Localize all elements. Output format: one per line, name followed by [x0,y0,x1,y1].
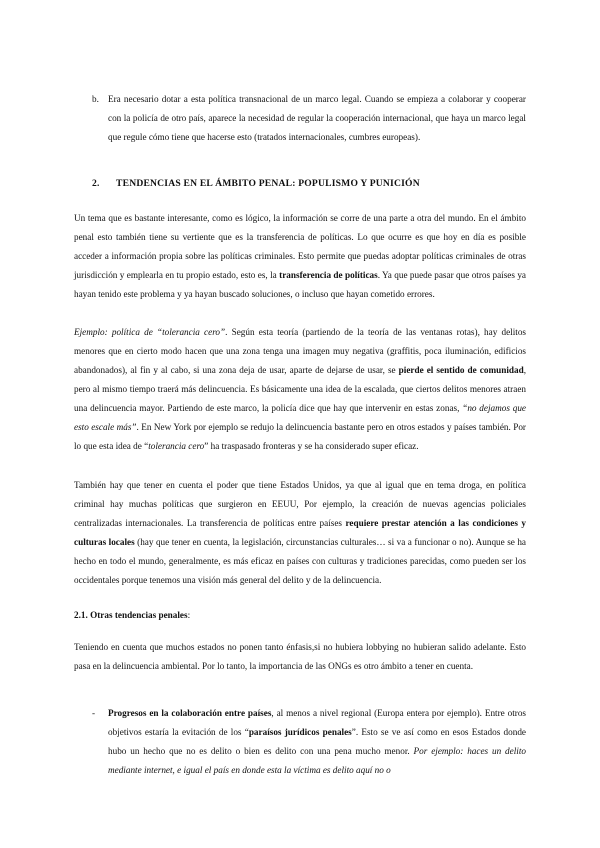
bold-run: transferencia de políticas [279,270,378,280]
list-item-b: Era necesario dotar a esta política transnacional de un marco legal. Cuando se empieza a colaborar y cooperar con la policía de otro país, aparece la necesidad de regular la cooperación internacional, que haya un marco legal que regule cómo tiene que hacerse esto (tratados internacionales, cumbres europeas). [108,94,526,142]
paragraph-transferencia [74,209,526,304]
list-marker-b: b. [92,94,99,104]
subsection-heading [74,610,190,620]
text-run: . Según esta teoría (partiendo de la teoría de las ventanas rotas), hay delitos menores que en cierto modo hacen que una zona tenga una imagen muy negativa (graffitis, poca iluminación, edificios abandonados), al fin y al cabo, si una zona deja de usar, aparte de dejarse de usar, se [74,327,527,375]
bullet-item-colaboracion [108,704,526,780]
italic-run: Por ejemplo: haces un delito mediante internet, e igual el país en donde esta la víctima es delito aquí no o [108,746,526,775]
text-run: (hay que tener en cuenta, la legislación, circunstancias culturales… si va a funcionar o no). Aunque se ha hecho en todo el mundo, generalmente, es más eficaz en países con culturas y tradiciones parecidas, como pueden ser los occidentales porque tenemos una visión más general del delito y de la delincuencia. [74,537,527,585]
text-run: . Ya que puede pasar que otros países ya hayan tenido este problema y ya hayan buscado soluciones, o incluso que hayan cometido errores. [74,270,527,299]
paragraph-estados-unidos [74,476,526,590]
section-title: TENDENCIAS EN EL ÁMBITO PENAL: POPULISMO Y PUNICIÓN [116,178,420,189]
text-run: También hay que tener en cuenta el poder que tiene Estados Unidos, ya que al igual que en tema droga, en política criminal hay muchas políticas que surgieron en EEUU, Por ejemplo, la creación de nuevas agencias policiales centralizadas internacionales. La transferencia de políticas entre países [74,480,526,528]
subsection-title: 2.1. Otras tendencias penales [74,610,188,620]
bold-run: pierde el sentido de comunidad [398,365,524,375]
section-number: 2. [92,178,100,189]
text-run: , al menos a nivel regional (Europa entera por ejemplo). Entre otros objetivos estaría la evitación de los “ [108,708,526,737]
bold-run: paraísos jurídicos penales [248,727,352,737]
bullet-marker: - [92,708,96,718]
subsection-colon: : [187,610,191,620]
italic-run: “no dejamos que esto escale más” [74,403,526,432]
italic-run: Ejemplo: política de “tolerancia cero” [74,327,226,337]
bold-run: requiere prestar atención a las condiciones y culturas locales [74,518,526,547]
paragraph-tolerancia-cero [74,323,526,456]
text-run: ”. Esto se ve así como en esos Estados donde hubo un hecho que no es delito o bien es delito con una pena mucho menor. [108,727,526,756]
text-run: . En New York por ejemplo se redujo la delincuencia bastante pero en otros estados y países también. Por lo que esta idea de “ [74,422,526,451]
text-run: Un tema que es bastante interesante, como es lógico, la información se corre de una parte a otra del mundo. En el ámbito penal esto también tiene su vertiente que es la transferencia de políticas. Lo que ocurre es que hoy en día es posible acceder a información propia sobre las políticas criminales. Esto permite que puedas adoptar políticas criminales de otras jurisdicción y emplearla en tu propio estado, esto es, la [74,213,526,280]
text-run: , pero al mismo tiempo traerá más delincuencia. Es básicamente una idea de la escalada, que ciertos delitos menores atraen una delincuencia mayor. Partiendo de este marco, la policía dice que hay que intervenir en estas zonas, [74,365,527,413]
text-run: ” ha traspasado fronteras y se ha considerado super eficaz. [204,441,419,451]
bold-run: Progresos en la colaboración entre países [108,708,272,718]
italic-run: tolerancia cero [148,441,205,451]
section-heading [92,178,420,189]
paragraph-ongs: Teniendo en cuenta que muchos estados no ponen tanto énfasis,si no hubiera lobbying no hubieran salido adelante. Esto pasa en la delincuencia ambiental. Por lo tanto, la importancia de las ONGs es otro ámbito a tener en cuenta. [74,642,526,671]
